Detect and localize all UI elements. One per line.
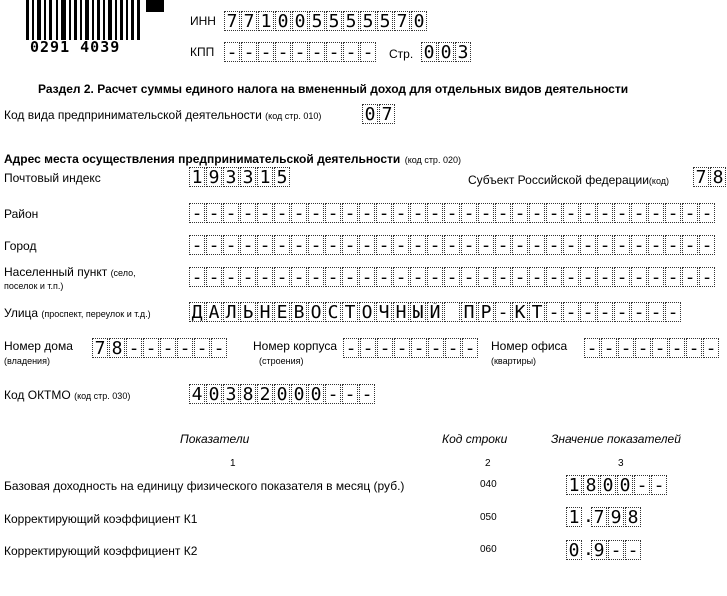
form-cell: Ь [240, 302, 256, 322]
form-cell: К [512, 302, 528, 322]
form-cell: - [126, 338, 142, 358]
form-cell: - [512, 203, 528, 223]
form-cell: - [274, 235, 290, 255]
street-label: Улица (проспект, переулок и т.д.) [4, 306, 151, 320]
row-k2-label: Корректирующий коэффициент К2 [4, 544, 198, 558]
form-cell: - [393, 203, 409, 223]
form-cell: 8 [710, 167, 726, 187]
form-cell: - [495, 267, 511, 287]
office-label: Номер офиса [491, 339, 568, 353]
form-cell: - [308, 235, 324, 255]
form-cell: 7 [591, 507, 607, 527]
form-cell: - [325, 235, 341, 255]
form-cell: - [376, 267, 392, 287]
col3-number: 3 [618, 458, 624, 469]
region-code-field[interactable] [693, 167, 727, 187]
form-cell: 8 [240, 384, 256, 404]
form-cell: 8 [583, 475, 599, 495]
form-cell: - [325, 203, 341, 223]
form-cell: Н [393, 302, 409, 322]
form-cell: - [194, 338, 210, 358]
form-cell: - [461, 203, 477, 223]
col-values-header: Значение показателей [551, 432, 681, 446]
form-cell: - [686, 338, 702, 358]
form-cell: - [461, 267, 477, 287]
form-cell: П [461, 302, 477, 322]
form-cell: - [546, 203, 562, 223]
oktmo-field[interactable] [189, 384, 376, 404]
form-cell: - [631, 267, 647, 287]
form-cell: - [563, 235, 579, 255]
form-cell: - [512, 235, 528, 255]
form-cell: 0 [275, 11, 291, 31]
form-cell: - [326, 42, 342, 62]
barcode-digits: 0291 4039 [30, 38, 121, 56]
form-cell: - [631, 302, 647, 322]
form-cell: 0 [600, 475, 616, 495]
form-cell: Й [427, 302, 443, 322]
form-cell: - [614, 235, 630, 255]
form-cell: - [529, 267, 545, 287]
form-cell: 0 [566, 540, 582, 560]
form-cell: - [223, 235, 239, 255]
form-cell: 7 [394, 11, 410, 31]
form-cell: 9 [591, 540, 607, 560]
form-cell: 5 [309, 11, 325, 31]
form-cell: 7 [92, 338, 108, 358]
form-cell: - [257, 267, 273, 287]
form-cell: - [241, 42, 257, 62]
form-cell: 5 [274, 167, 290, 187]
form-cell: - [360, 338, 376, 358]
form-cell: 0 [206, 384, 222, 404]
form-cell: - [631, 235, 647, 255]
row-k1-code: 050 [480, 512, 497, 523]
form-cell: - [224, 42, 240, 62]
form-cell: - [223, 267, 239, 287]
form-cell: - [444, 235, 460, 255]
form-cell: - [410, 235, 426, 255]
form-cell: - [291, 235, 307, 255]
settlement-field[interactable] [189, 267, 716, 287]
settlement-label: Населенный пункт (село, [4, 265, 136, 279]
form-cell: - [546, 267, 562, 287]
form-cell: 2 [257, 384, 273, 404]
form-cell: - [478, 267, 494, 287]
form-cell: - [651, 475, 667, 495]
form-cell: - [427, 235, 443, 255]
form-cell: - [274, 203, 290, 223]
form-cell: - [580, 267, 596, 287]
form-cell: - [618, 338, 634, 358]
form-cell: 1 [257, 167, 273, 187]
form-cell: - [584, 338, 600, 358]
city-field[interactable] [189, 235, 716, 255]
form-cell: - [427, 203, 443, 223]
form-cell: - [614, 203, 630, 223]
form-cell: Т [342, 302, 358, 322]
form-cell: 8 [109, 338, 125, 358]
form-cell: - [444, 267, 460, 287]
page-number-field[interactable] [421, 42, 472, 62]
form-cell: - [206, 267, 222, 287]
activity-code-field[interactable] [362, 104, 396, 124]
kpp-label: КПП [190, 45, 215, 59]
corner-marker [146, 0, 164, 12]
form-cell: - [325, 267, 341, 287]
form-cell: Т [529, 302, 545, 322]
base-income-field[interactable] [566, 475, 668, 495]
form-cell: - [177, 338, 193, 358]
form-cell: - [445, 338, 461, 358]
city-label: Город [4, 239, 37, 253]
form-cell: - [495, 302, 511, 322]
form-cell: - [410, 203, 426, 223]
building-number-field[interactable] [343, 338, 479, 358]
house-note: (владения) [4, 356, 50, 366]
form-cell: 0 [274, 384, 290, 404]
section-title: Раздел 2. Расчет суммы единого налога на вмененный доход для отдельных видов деятельности [38, 82, 629, 96]
oktmo-label: Код ОКТМО (код стр. 030) [4, 388, 131, 402]
form-cell: - [669, 338, 685, 358]
street-field[interactable] [189, 302, 682, 322]
form-cell: - [240, 267, 256, 287]
form-cell: Ч [376, 302, 392, 322]
form-cell: В [291, 302, 307, 322]
form-cell: - [393, 235, 409, 255]
form-cell: 1 [566, 475, 582, 495]
form-cell: - [614, 302, 630, 322]
form-cell: - [703, 338, 719, 358]
form-cell: Р [478, 302, 494, 322]
form-cell: - [206, 235, 222, 255]
page-label: Стр. [389, 47, 414, 61]
form-cell: - [376, 235, 392, 255]
form-cell: - [211, 338, 227, 358]
district-label: Район [4, 207, 39, 221]
form-cell: - [699, 267, 715, 287]
form-cell: 0 [421, 42, 437, 62]
form-cell: - [410, 267, 426, 287]
form-cell: - [529, 235, 545, 255]
form-cell: - [665, 302, 681, 322]
form-cell: О [359, 302, 375, 322]
form-cell: 9 [608, 507, 624, 527]
form-cell: - [634, 475, 650, 495]
k1-decimal-point: . [583, 506, 594, 527]
form-cell: - [240, 235, 256, 255]
form-cell: - [648, 302, 664, 322]
k1-integer-field[interactable] [566, 507, 583, 527]
form-cell: - [652, 338, 668, 358]
form-cell: - [665, 203, 681, 223]
form-cell: 7 [693, 167, 709, 187]
form-cell: - [160, 338, 176, 358]
form-cell: Д [189, 302, 205, 322]
form-cell: - [342, 235, 358, 255]
district-field[interactable] [189, 203, 716, 223]
row-k1-label: Корректирующий коэффициент К1 [4, 512, 198, 526]
form-cell: 7 [379, 104, 395, 124]
form-cell: - [478, 235, 494, 255]
form-cell: - [444, 203, 460, 223]
form-cell: 0 [438, 42, 454, 62]
settlement-note: поселок и т.п.) [4, 281, 64, 291]
row-base-income-label: Базовая доходность на единицу физического показателя в месяц (руб.) [4, 479, 405, 493]
form-cell: - [206, 203, 222, 223]
form-cell: 3 [455, 42, 471, 62]
form-cell: - [257, 235, 273, 255]
form-cell: О [308, 302, 324, 322]
form-cell: 8 [625, 507, 641, 527]
form-cell: - [563, 302, 579, 322]
form-cell: Л [223, 302, 239, 322]
form-cell: 7 [241, 11, 257, 31]
form-cell: - [563, 203, 579, 223]
form-cell: 0 [411, 11, 427, 31]
form-cell: 5 [326, 11, 342, 31]
form-cell: - [580, 203, 596, 223]
form-cell: - [665, 235, 681, 255]
form-cell: - [343, 338, 359, 358]
k2-fraction-field[interactable] [591, 540, 642, 560]
form-cell: - [546, 235, 562, 255]
form-cell: - [308, 267, 324, 287]
form-cell: - [682, 235, 698, 255]
form-cell [444, 302, 460, 322]
form-cell: - [342, 203, 358, 223]
form-cell: 5 [343, 11, 359, 31]
form-cell: 0 [291, 384, 307, 404]
form-cell: - [308, 203, 324, 223]
form-cell: - [189, 203, 205, 223]
form-cell: 4 [189, 384, 205, 404]
inn-field[interactable] [224, 11, 428, 31]
form-cell: - [682, 267, 698, 287]
form-cell: - [428, 338, 444, 358]
form-cell: - [648, 203, 664, 223]
col2-number: 2 [485, 458, 491, 469]
form-cell: - [359, 235, 375, 255]
form-cell: - [597, 235, 613, 255]
form-cell: - [309, 42, 325, 62]
form-cell: - [359, 267, 375, 287]
k1-fraction-field[interactable] [591, 507, 642, 527]
barcode [26, 0, 140, 40]
form-cell: 3 [223, 167, 239, 187]
col-indicators-header: Показатели [180, 432, 250, 446]
form-cell: - [189, 235, 205, 255]
form-cell: - [597, 302, 613, 322]
form-cell: - [291, 203, 307, 223]
form-cell: - [325, 384, 341, 404]
form-cell: - [665, 267, 681, 287]
col-line-code-header: Код строки [442, 432, 508, 446]
k2-decimal-point: . [583, 539, 594, 560]
office-number-field[interactable] [584, 338, 720, 358]
form-cell: - [257, 203, 273, 223]
form-cell: - [648, 235, 664, 255]
form-cell: - [495, 235, 511, 255]
form-cell: - [223, 203, 239, 223]
form-cell: - [478, 203, 494, 223]
form-cell: - [580, 302, 596, 322]
form-cell: 5 [377, 11, 393, 31]
form-cell: - [597, 203, 613, 223]
form-cell: - [563, 267, 579, 287]
form-cell: - [377, 338, 393, 358]
form-cell: - [597, 267, 613, 287]
form-cell: - [427, 267, 443, 287]
form-cell: 0 [617, 475, 633, 495]
form-cell: - [275, 42, 291, 62]
form-cell: - [635, 338, 651, 358]
form-cell: - [614, 267, 630, 287]
house-number-field[interactable] [92, 338, 228, 358]
form-cell: - [411, 338, 427, 358]
form-cell: - [393, 267, 409, 287]
form-cell: - [360, 42, 376, 62]
building-note: (строения) [259, 356, 304, 366]
form-cell: - [462, 338, 478, 358]
form-cell: - [608, 540, 624, 560]
form-cell: - [699, 203, 715, 223]
form-cell: - [274, 267, 290, 287]
form-cell: - [625, 540, 641, 560]
form-cell: 0 [362, 104, 378, 124]
form-cell: - [342, 267, 358, 287]
form-cell: - [342, 384, 358, 404]
building-label: Номер корпуса [253, 339, 338, 353]
form-cell: С [325, 302, 341, 322]
form-cell: - [143, 338, 159, 358]
address-title: Адрес места осуществления предпринимательской деятельности (код стр. 020) [4, 152, 461, 166]
form-cell: 9 [206, 167, 222, 187]
form-cell: 1 [258, 11, 274, 31]
kpp-field[interactable] [224, 42, 377, 62]
form-cell: 0 [292, 11, 308, 31]
form-cell: - [189, 267, 205, 287]
form-cell: 1 [566, 507, 582, 527]
form-cell: 3 [223, 384, 239, 404]
form-cell: 5 [360, 11, 376, 31]
form-cell: Е [274, 302, 290, 322]
form-cell: Н [257, 302, 273, 322]
row-base-income-code: 040 [480, 479, 497, 490]
form-cell: - [240, 203, 256, 223]
form-cell: - [580, 235, 596, 255]
form-cell: - [258, 42, 274, 62]
postal-label: Почтовый индекс [4, 171, 101, 185]
form-cell: - [631, 203, 647, 223]
office-note: (квартиры) [491, 356, 537, 366]
form-cell: - [292, 42, 308, 62]
form-cell: - [461, 235, 477, 255]
form-cell: - [343, 42, 359, 62]
form-cell: Ы [410, 302, 426, 322]
form-cell: - [546, 302, 562, 322]
form-cell: - [682, 203, 698, 223]
form-cell: - [394, 338, 410, 358]
row-k2-code: 060 [480, 544, 497, 555]
k2-integer-field[interactable] [566, 540, 583, 560]
form-cell: - [699, 235, 715, 255]
region-label: Субъект Российской федерации(код) [468, 173, 669, 187]
form-cell: 1 [189, 167, 205, 187]
form-cell: - [359, 203, 375, 223]
form-cell: - [529, 203, 545, 223]
form-cell: - [376, 203, 392, 223]
form-cell: 0 [308, 384, 324, 404]
activity-code-label: Код вида предпринимательской деятельности (код стр. 010) [4, 108, 322, 122]
col1-number: 1 [230, 458, 236, 469]
form-cell: А [206, 302, 222, 322]
house-label: Номер дома [4, 339, 73, 353]
form-cell: - [601, 338, 617, 358]
inn-label: ИНН [190, 14, 216, 28]
form-cell: 7 [224, 11, 240, 31]
form-cell: - [291, 267, 307, 287]
form-cell: - [648, 267, 664, 287]
postal-code-field[interactable] [189, 167, 291, 187]
form-cell: - [512, 267, 528, 287]
form-cell: - [359, 384, 375, 404]
form-cell: - [495, 203, 511, 223]
form-cell: 3 [240, 167, 256, 187]
